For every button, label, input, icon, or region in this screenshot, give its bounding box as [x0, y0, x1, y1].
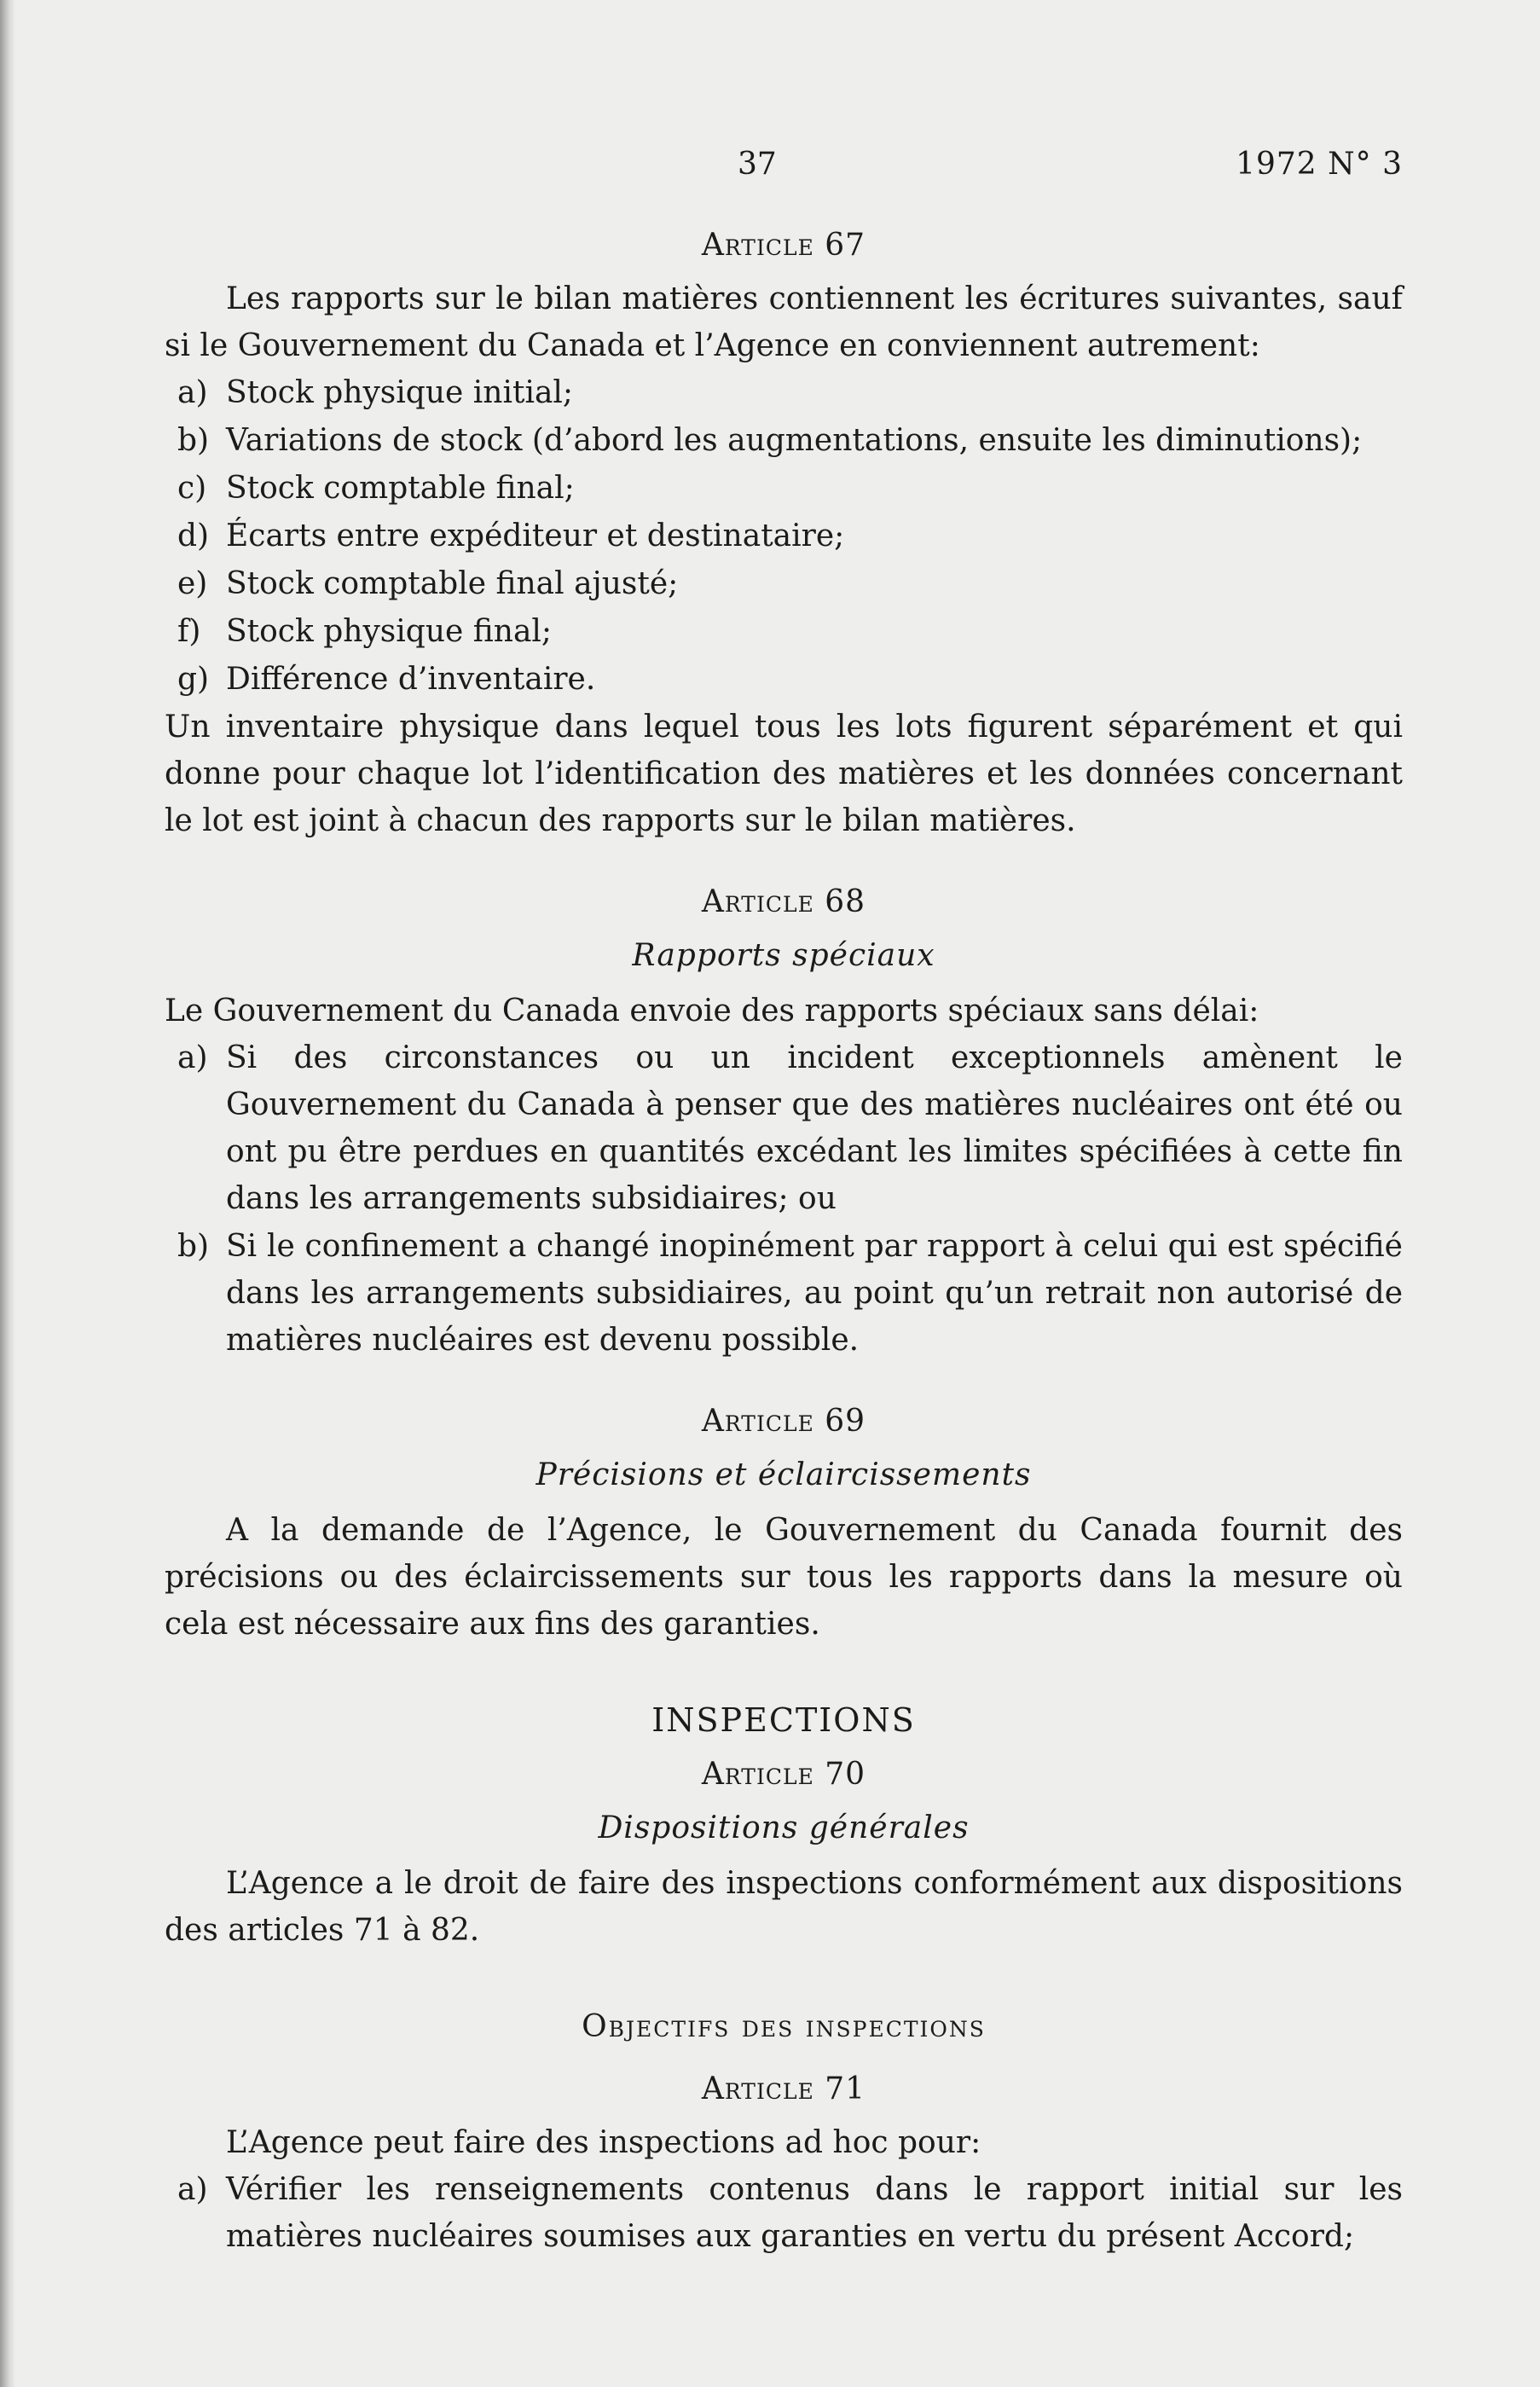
article-68-intro: Le Gouvernement du Canada envoie des rapports spéciaux sans délai: — [165, 994, 1259, 1028]
article-67-heading: Article 67 — [701, 228, 866, 263]
list-item-text: Stock comptable final ajusté; — [226, 566, 679, 601]
list-marker: a) — [177, 1040, 208, 1075]
list-item-text: Variations de stock (d’abord les augmentations, ensuite les diminutions); — [226, 423, 1363, 458]
article-69-body: A la demande de l’Agence, le Gouvernement du Canada fournit des précisions ou des éclaircissements sur tous les rapports dans la mesure où cela est nécessaire aux fins des garanties. — [165, 1513, 1403, 1642]
list-marker: a) — [177, 375, 208, 410]
list-item-text: Stock comptable final; — [226, 471, 575, 506]
article-67-intro: Les rapports sur le bilan matières contiennent les écritures suivantes, sauf si le Gouvernement du Canada et l’Agence en conviennent autrement: — [165, 281, 1403, 363]
list-marker: b) — [177, 423, 210, 458]
article-67-list — [165, 369, 1403, 703]
objectifs-section-title: Objectifs des inspections — [582, 2009, 986, 2044]
list-item — [165, 465, 1403, 512]
list-item-text: Écarts entre expéditeur et destinataire; — [226, 519, 845, 553]
article-70-subtitle: Dispositions générales — [598, 1811, 970, 1845]
article-68-subtitle: Rapports spéciaux — [632, 938, 935, 973]
inspections-section-title: INSPECTIONS — [651, 1701, 916, 1739]
list-item — [165, 608, 1403, 655]
list-marker: d) — [177, 519, 210, 553]
article-67-closing: Un inventaire physique dans lequel tous les lots figurent séparément et qui donne pour chaque lot l’identification des matières et les données concernant le lot est joint à chacun des rapports sur le bilan matières. — [165, 710, 1403, 838]
list-item — [165, 513, 1403, 559]
list-item — [165, 369, 1403, 416]
page-number: 37 — [738, 147, 777, 182]
list-item — [165, 560, 1403, 607]
list-marker: f) — [177, 614, 201, 649]
list-item-text: Différence d’inventaire. — [226, 662, 596, 697]
article-71-heading: Article 71 — [701, 2071, 866, 2106]
issue-number: 1972 N° 3 — [1236, 147, 1403, 182]
article-69-heading: Article 69 — [701, 1404, 866, 1439]
article-68-list — [165, 1034, 1403, 1364]
list-marker: b) — [177, 1229, 210, 1264]
list-item-text: Si le confinement a changé inopinément par rapport à celui qui est spécifié dans les arrangements subsidiaires, au point qu’un retrait non autorisé de matières nucléaires est devenu possible. — [226, 1229, 1403, 1358]
list-item — [165, 1034, 1403, 1222]
list-item — [165, 656, 1403, 703]
list-item — [165, 417, 1403, 464]
article-69-subtitle: Précisions et éclaircissements — [536, 1457, 1032, 1492]
list-marker: e) — [177, 566, 208, 601]
running-header — [165, 128, 1403, 196]
list-item-text: Stock physique initial; — [226, 375, 574, 410]
list-item — [165, 2166, 1403, 2260]
list-marker: c) — [177, 471, 207, 506]
list-marker: g) — [177, 662, 210, 697]
article-68-heading: Article 68 — [701, 884, 866, 919]
list-item-text: Vérifier les renseignements contenus dans le rapport initial sur les matières nucléaires soumises aux garanties en vertu du présent Accord; — [226, 2172, 1403, 2254]
article-71-intro: L’Agence peut faire des inspections ad hoc pour: — [226, 2125, 981, 2160]
article-70-body: L’Agence a le droit de faire des inspections conformément aux dispositions des articles 71 à 82. — [165, 1866, 1403, 1948]
article-70-heading: Article 70 — [701, 1757, 866, 1792]
list-item — [165, 1223, 1403, 1364]
document-page — [165, 128, 1403, 2261]
page-binding-edge — [0, 0, 15, 2387]
article-71-list — [165, 2166, 1403, 2260]
list-item-text: Si des circonstances ou un incident exceptionnels amènent le Gouvernement du Canada à penser que des matières nucléaires ont été ou ont pu être perdues en quantités excédant les limites spécifiées à cette fin dans les arrangements subsidiaires; ou — [226, 1040, 1403, 1216]
list-marker: a) — [177, 2172, 208, 2207]
list-item-text: Stock physique final; — [226, 614, 553, 649]
